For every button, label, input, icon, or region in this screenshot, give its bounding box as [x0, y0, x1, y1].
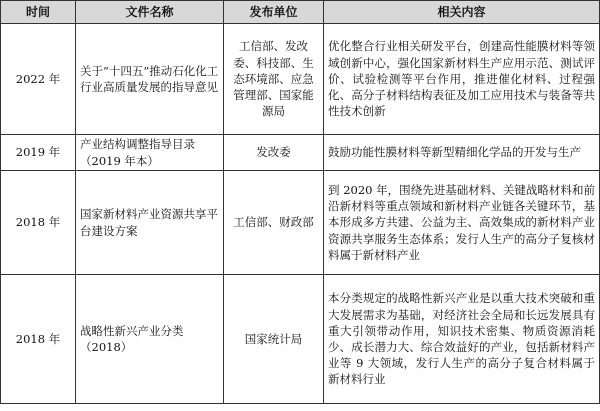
cell-related-content: 优化整合行业相关研发平台，创建高性能膜材料等领域创新中心，强化国家新材料生产应用示范、测试评价、试验检测等平台作用，推进催化材料、过程强化、高分子材料结构表征及加工应用技术与装备等共性技术创新: [324, 24, 600, 135]
cell-time: 2022 年: [1, 24, 76, 135]
cell-document-name: 关于“十四五”推动石化化工行业高质量发展的指导意见: [76, 24, 224, 135]
cell-document-name: 产业结构调整指导目录（2019 年本）: [76, 135, 224, 171]
cell-time: 2018 年: [1, 275, 76, 404]
cell-related-content: 到 2020 年，围绕先进基础材料、关键战略材料和前沿新材料等重点领域和新材料产业链各关键环节，基本形成多方共建、公益为主、高效集成的新材料产业资源共享服务生态体系；发行人生产的高分子复核材料属于新材料产业: [324, 171, 600, 275]
cell-issuing-unit: 工信部、财政部: [224, 171, 324, 275]
cell-document-name: 战略性新兴产业分类（2018）: [76, 275, 224, 404]
cell-related-content: 本分类规定的战略性新兴产业是以重大技术突破和重大发展需求为基础，对经济社会全局和长远发展具有重大引领带动作用，知识技术密集、物质资源消耗少、成长潜力大、综合效益好的产业，包括新材料产业等 9 大领域，发行人生产的高分子复合材料属于新材料行业: [324, 275, 600, 404]
table-header-row: [1, 1, 600, 24]
header-document-name: 文件名称: [76, 1, 224, 24]
table-row: [1, 275, 600, 404]
table-row: [1, 171, 600, 275]
cell-time: 2019 年: [1, 135, 76, 171]
cell-time: 2018 年: [1, 171, 76, 275]
table-row: [1, 135, 600, 171]
header-time: 时间: [1, 1, 76, 24]
cell-issuing-unit: 发改委: [224, 135, 324, 171]
header-issuing-unit: 发布单位: [224, 1, 324, 24]
cell-document-name: 国家新材料产业资源共享平台建设方案: [76, 171, 224, 275]
header-related-content: 相关内容: [324, 1, 600, 24]
cell-issuing-unit: 国家统计局: [224, 275, 324, 404]
cell-related-content: 鼓励功能性膜材料等新型精细化学品的开发与生产: [324, 135, 600, 171]
cell-issuing-unit: 工信部、发改委、科技部、生态环境部、应急管理部、国家能源局: [224, 24, 324, 135]
table-row: [1, 24, 600, 135]
